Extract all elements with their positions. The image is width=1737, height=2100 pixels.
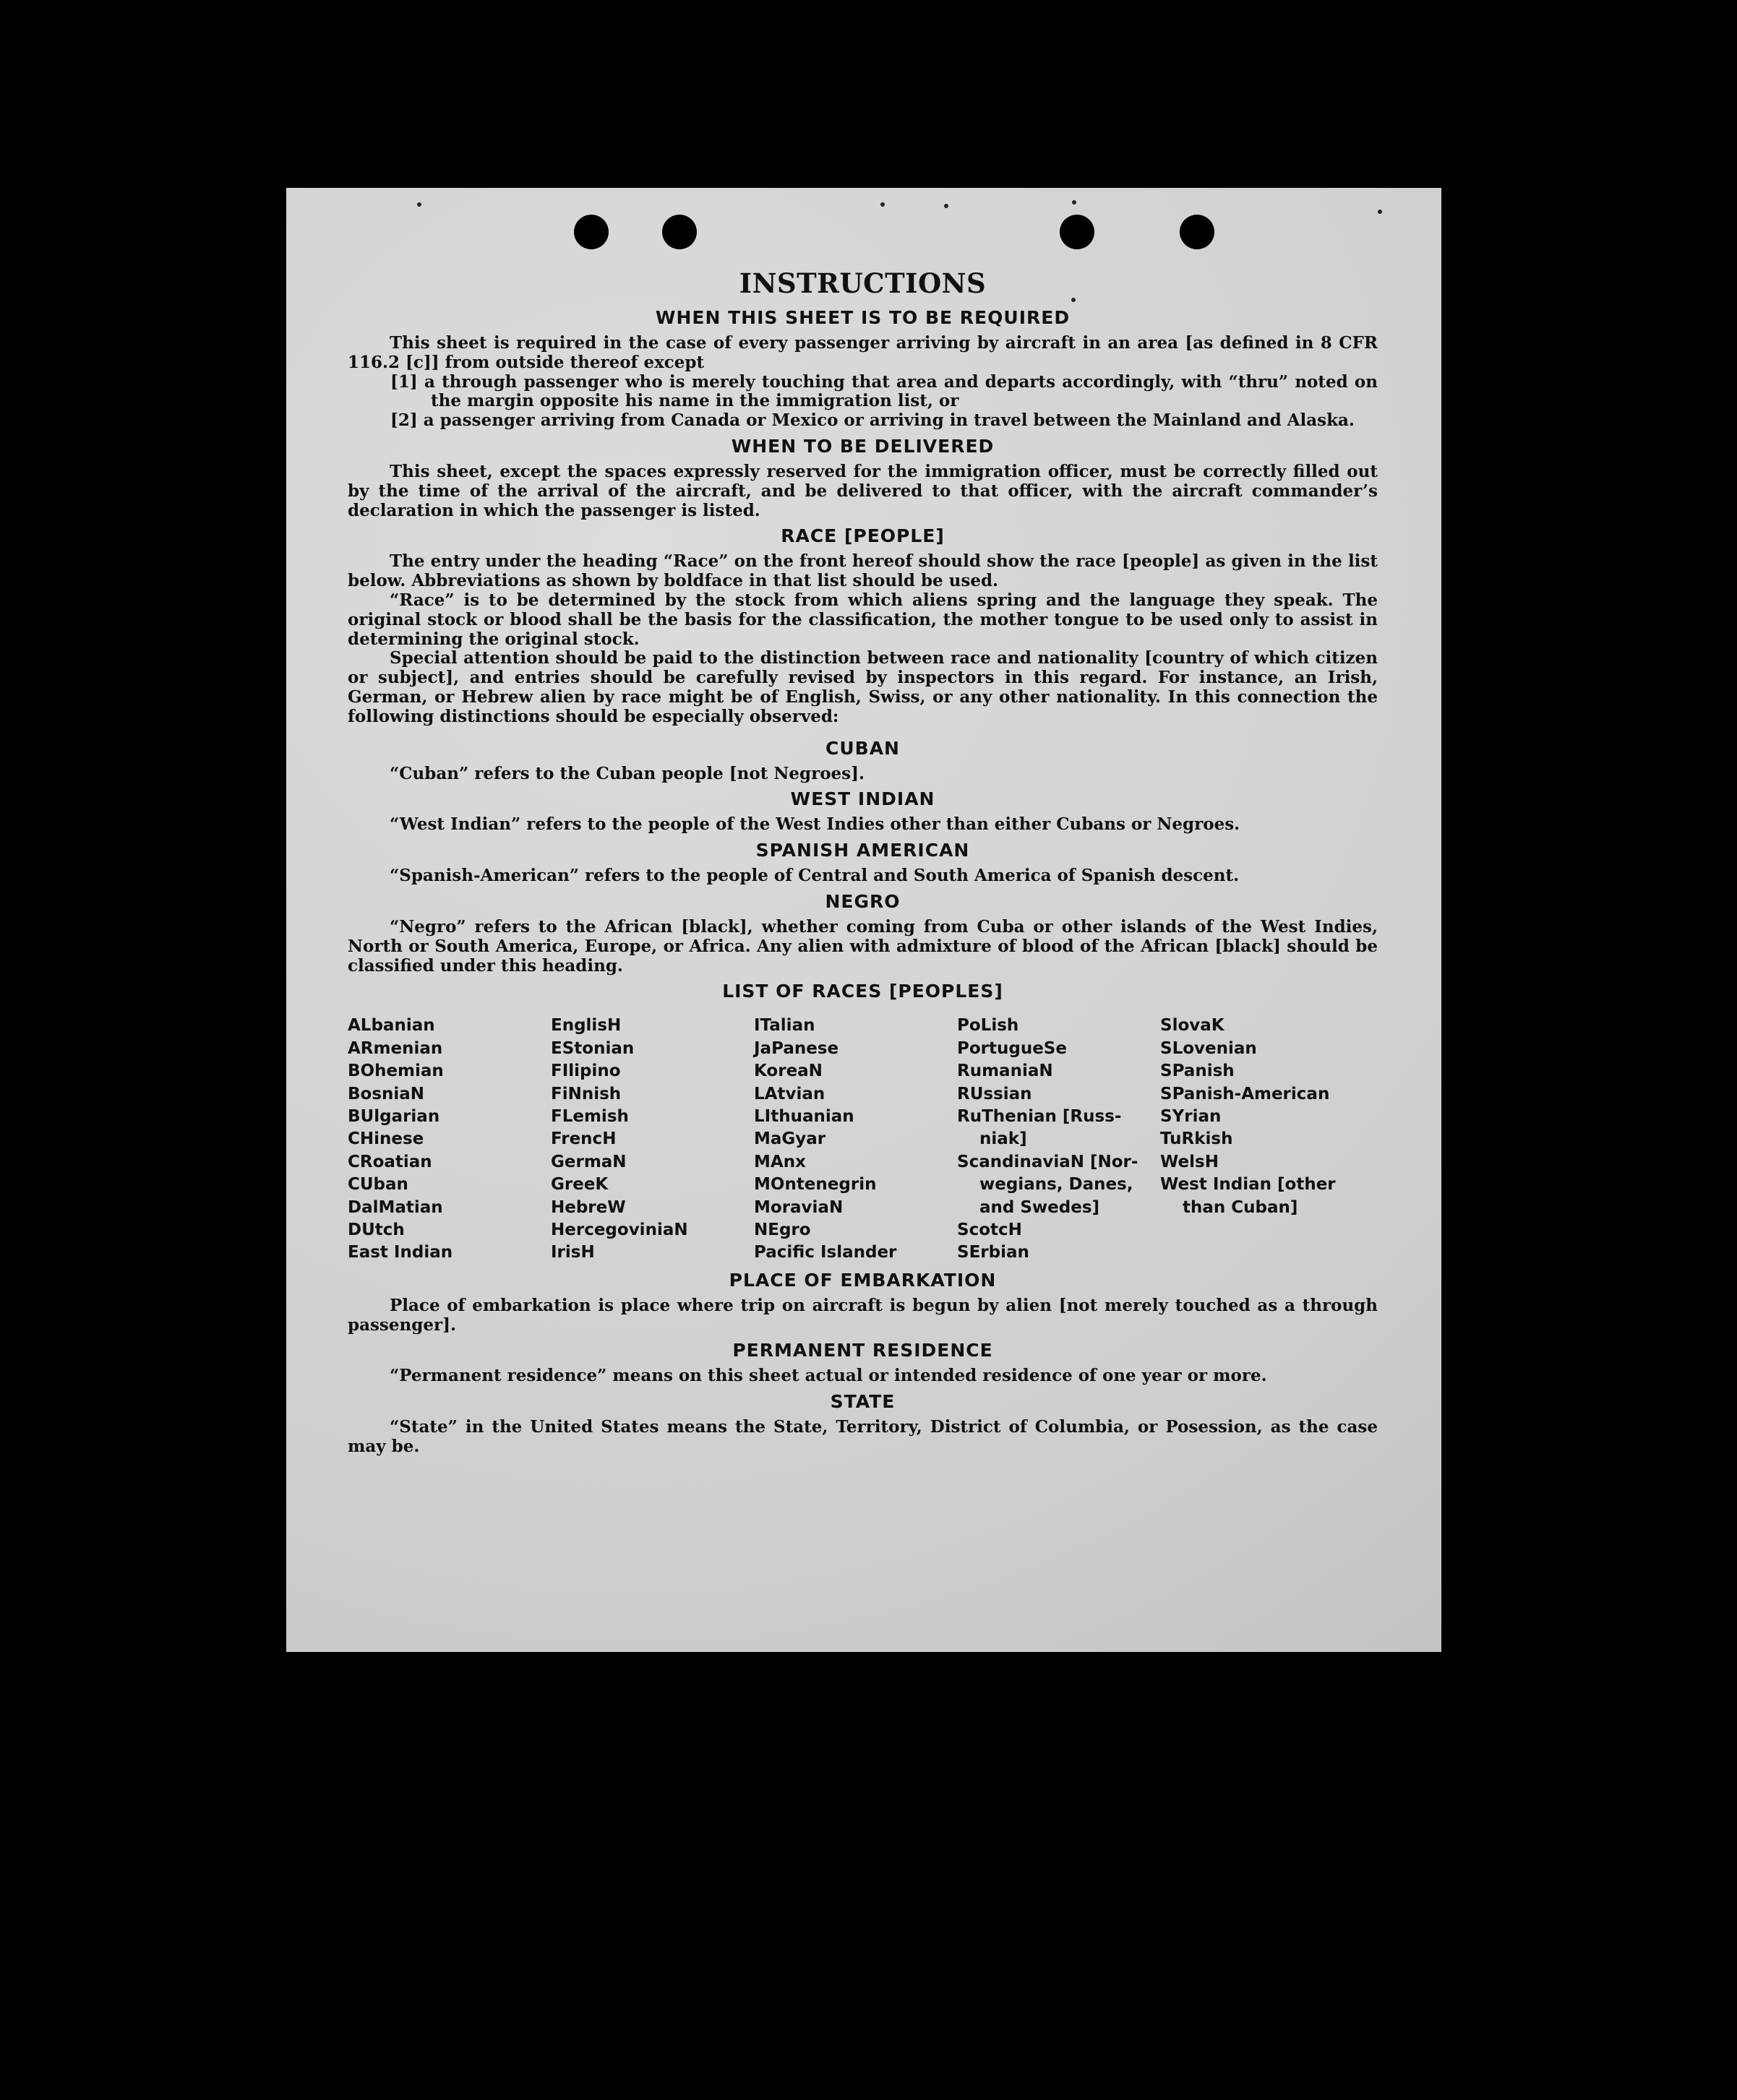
race-item-continued: and Swedes]	[979, 1197, 1100, 1217]
speck	[880, 202, 885, 207]
race-item: SlovaK	[1160, 1016, 1225, 1036]
exception-1: [1] a through passenger who is merely touching that area and departs accordingly, with “thru” noted on the margin opposite his name in the immigration list, or	[390, 371, 1378, 411]
races-column-1	[348, 1015, 551, 1264]
race-item: East Indian	[348, 1243, 453, 1262]
negro-text: “Negro” refers to the African [black], whether coming from Cuba or other islands of the West Indies, North or South America, Europe, or Africa. Any alien with admixture of blood of the African [black] should be classified under this heading.	[348, 916, 1378, 976]
race-item: TuRkish	[1160, 1129, 1233, 1149]
punch-hole	[662, 215, 697, 249]
race-item: ITalian	[754, 1016, 815, 1036]
speck	[417, 202, 421, 207]
race-item: ALbanian	[348, 1016, 435, 1036]
race-item: WelsH	[1160, 1152, 1219, 1171]
embarkation-text: Place of embarkation is place where trip on aircraft is begun by alien [not merely touched as a through passenger].	[348, 1295, 1378, 1335]
race-item: GreeK	[551, 1175, 609, 1195]
race-item: DalMatian	[348, 1197, 443, 1217]
race-item: FIlipino	[551, 1062, 621, 1081]
punch-hole	[1060, 215, 1094, 249]
race-item: DUtch	[348, 1220, 405, 1239]
speck	[944, 204, 948, 208]
punch-hole	[1180, 215, 1214, 249]
race-item: LIthuanian	[754, 1106, 854, 1126]
required-lead: This sheet is required in the case of every passenger arriving by aircraft in an area [as defined in 8 CFR 116.2 [c]] from outside thereof except	[348, 333, 1378, 372]
race-item: MAnx	[754, 1152, 806, 1171]
west-indian-text: “West Indian” refers to the people of the West Indies other than either Cubans or Negroes.	[390, 814, 1240, 835]
race-item: FLemish	[551, 1106, 629, 1126]
race-item-continued: than Cuban]	[1183, 1197, 1298, 1217]
cuban-text: “Cuban” refers to the Cuban people [not Negroes].	[390, 763, 865, 783]
race-item: PoLish	[957, 1016, 1019, 1036]
race-item: EnglisH	[551, 1016, 622, 1036]
heading-when-delivered: WHEN TO BE DELIVERED	[731, 435, 995, 457]
state-text: “State” in the United States means the State, Territory, District of Columbia, or Posession, as the case may be.	[348, 1417, 1378, 1456]
exception-2: [2] a passenger arriving from Canada or Mexico or arriving in travel between the Mainland and Alaska.	[390, 410, 1355, 431]
heading-negro: NEGRO	[825, 890, 901, 912]
page-title: INSTRUCTIONS	[739, 267, 987, 299]
race-item: FrencH	[551, 1129, 617, 1149]
race-item: SPanish-American	[1160, 1084, 1330, 1103]
heading-west-indian: WEST INDIAN	[790, 788, 935, 810]
delivered-text: This sheet, except the spaces expressly reserved for the immigration officer, must be correctly filled out by the time of the arrival of the aircraft, and be delivered to that officer, with the aircraft commander’s declaration in which the passenger is listed.	[348, 461, 1378, 520]
heading-cuban: CUBAN	[825, 737, 900, 759]
race-item: West Indian [other	[1160, 1175, 1336, 1195]
race-paragraph-1: The entry under the heading “Race” on the front hereof should show the race [people] as given in the list below. Abbreviations as shown by boldface in that list should be used.	[348, 551, 1378, 591]
race-item: BosniaN	[348, 1084, 425, 1103]
race-item: SErbian	[957, 1243, 1029, 1262]
races-column-3	[754, 1015, 957, 1264]
race-item: ARmenian	[348, 1038, 443, 1058]
race-item: HebreW	[551, 1197, 626, 1217]
races-column-2	[551, 1015, 754, 1264]
race-item: CUban	[348, 1175, 408, 1195]
races-list	[348, 1015, 1378, 1264]
race-item: NEgro	[754, 1220, 811, 1239]
races-column-5	[1160, 1015, 1363, 1264]
speck	[1072, 200, 1076, 205]
race-item: IrisH	[551, 1243, 595, 1262]
race-item: KoreaN	[754, 1062, 823, 1081]
race-item: CHinese	[348, 1129, 424, 1149]
race-paragraph-2: “Race” is to be determined by the stock from which aliens spring and the language they speak. The original stock or blood shall be the basis for the classification, the mother tongue to be used only to assist in determining the original stock.	[348, 590, 1378, 649]
speck	[1071, 298, 1076, 302]
race-item: LAtvian	[754, 1084, 825, 1103]
heading-spanish-american: SPANISH AMERICAN	[755, 840, 970, 861]
race-item: MOntenegrin	[754, 1175, 877, 1195]
race-item: ScandinaviaN [Nor-	[957, 1152, 1138, 1171]
race-item: EStonian	[551, 1038, 635, 1058]
speck	[1378, 210, 1382, 214]
race-item: FiNnish	[551, 1084, 622, 1103]
heading-when-required: WHEN THIS SHEET IS TO BE REQUIRED	[655, 307, 1071, 328]
race-item: SYrian	[1160, 1106, 1222, 1126]
race-item: JaPanese	[754, 1038, 839, 1058]
race-item: PortugueSe	[957, 1038, 1067, 1058]
race-item-continued: niak]	[979, 1129, 1027, 1149]
race-paragraph-3: Special attention should be paid to the distinction between race and nationality [country of which citizen or subject], and entries should be carefully revised by inspectors in this regard. For instance, an Irish, German, or Hebrew alien by race might be of English, Swiss, or any other nationality. In this connection the following distinctions should be especially observed:	[348, 648, 1378, 726]
race-item: SLovenian	[1160, 1038, 1257, 1058]
race-item: RumaniaN	[957, 1062, 1053, 1081]
instruction-sheet	[286, 188, 1441, 1652]
race-item: MoraviaN	[754, 1197, 844, 1217]
residence-text: “Permanent residence” means on this sheet actual or intended residence of one year or more.	[390, 1366, 1267, 1386]
race-item: MaGyar	[754, 1129, 826, 1149]
heading-race: RACE [PEOPLE]	[781, 525, 945, 547]
races-column-4	[957, 1015, 1160, 1264]
race-item: CRoatian	[348, 1152, 432, 1171]
heading-permanent-residence: PERMANENT RESIDENCE	[732, 1340, 993, 1361]
race-item: GermaN	[551, 1152, 627, 1171]
race-item: RuThenian [Russ-	[957, 1106, 1122, 1126]
race-item-continued: wegians, Danes,	[979, 1175, 1133, 1195]
race-item: BUlgarian	[348, 1106, 440, 1126]
race-item: HercegoviniaN	[551, 1220, 688, 1239]
race-item: RUssian	[957, 1084, 1032, 1103]
race-item: Pacific Islander	[754, 1243, 897, 1262]
heading-list-of-races: LIST OF RACES [PEOPLES]	[722, 981, 1003, 1002]
heading-state: STATE	[830, 1391, 896, 1413]
race-item: ScotcH	[957, 1220, 1022, 1239]
heading-place-of-embarkation: PLACE OF EMBARKATION	[729, 1269, 997, 1291]
spanish-american-text: “Spanish-American” refers to the people of Central and South America of Spanish descent.	[390, 866, 1240, 886]
race-item: BOhemian	[348, 1062, 444, 1081]
race-item: SPanish	[1160, 1062, 1235, 1081]
punch-hole	[574, 215, 609, 249]
